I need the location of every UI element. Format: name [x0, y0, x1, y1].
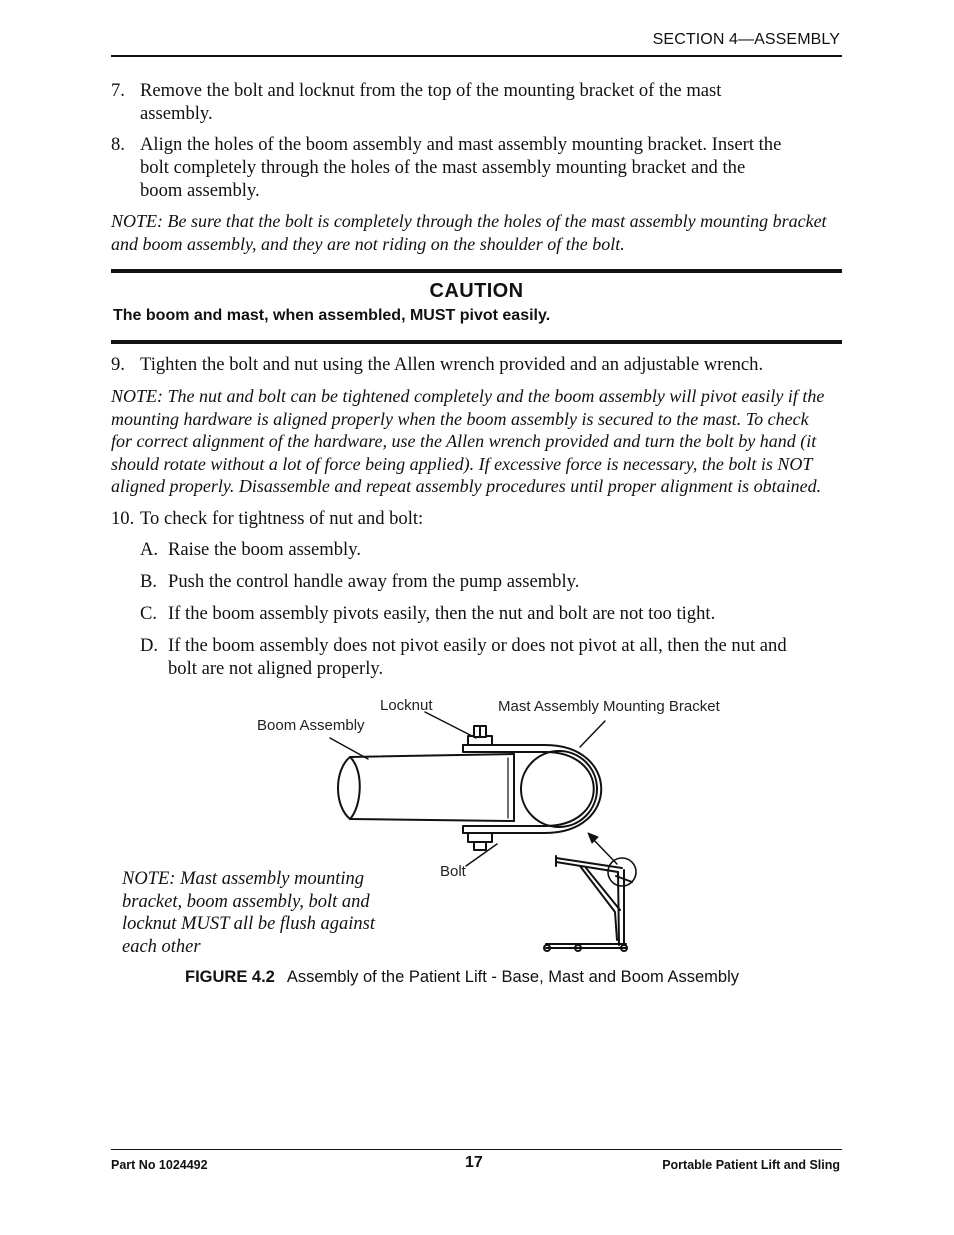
substep-letter: A. — [140, 539, 159, 560]
step-text: To check for tightness of nut and bolt: — [140, 508, 424, 529]
substep-text: If the boom assembly pivots easily, then the nut and bolt are not too tight. — [168, 603, 716, 624]
substep-letter: C. — [140, 603, 158, 624]
boom-tube — [338, 754, 514, 821]
label-locknut: Locknut — [380, 697, 433, 714]
boom-leader — [330, 738, 368, 759]
step-text: Align the holes of the boom assembly and mast assembly mounting bracket. Insert the bolt completely through the holes of the mast assembly mounting bracket and the boom assembly. — [140, 134, 782, 201]
bolt-hardware — [468, 833, 492, 850]
figure-caption — [185, 968, 739, 987]
label-bolt: Bolt — [440, 863, 466, 880]
step-number: 9. — [111, 354, 125, 375]
figure-note: NOTE: Mast assembly mounting bracket, boom assembly, bolt and locknut MUST all be flush against each other — [122, 869, 376, 957]
step-number: 7. — [111, 80, 125, 101]
section-header: SECTION 4—ASSEMBLY — [652, 31, 840, 48]
detail-arrowhead — [588, 833, 598, 843]
substep-text: Push the control handle away from the pump assembly. — [168, 571, 580, 592]
footer-part-number: Part No 1024492 — [111, 1158, 208, 1172]
substep-text: If the boom assembly does not pivot easily or does not pivot at all, then the nut and bolt are not aligned properly. — [168, 635, 787, 679]
label-mounting-bracket: Mast Assembly Mounting Bracket — [498, 698, 720, 715]
page-number: 17 — [465, 1154, 483, 1171]
bracket-leader — [580, 721, 605, 747]
step-text: Tighten the bolt and nut using the Allen wrench provided and an adjustable wrench. — [140, 354, 764, 375]
caution-title: CAUTION — [429, 280, 524, 302]
substep-text: Raise the boom assembly. — [168, 539, 361, 560]
figure-number: FIGURE 4.2 — [185, 968, 275, 986]
step-number: 8. — [111, 134, 125, 155]
locknut-leader — [425, 712, 476, 738]
small-lift-sketch — [544, 856, 636, 951]
substep-letter: D. — [140, 635, 159, 656]
note-bolt-through: NOTE: Be sure that the bolt is completely through the holes of the mast assembly mounting bracket and boom assembly, and they are not riding on the shoulder of the bolt. — [111, 211, 827, 254]
note-alignment: NOTE: The nut and bolt can be tightened completely and the boom assembly will pivot easily if the mounting hardware is aligned properly when the boom assembly is secured to the mast. To check for correct alignment of the hardware, use the Allen wrench provided and turn the bolt by hand (it should rotate without a lot of force being applied). If excessive force is necessary, the bolt is NOT aligned properly. Disassemble and repeat assembly procedures until proper alignment is obtained. — [111, 386, 825, 496]
label-boom-assembly: Boom Assembly — [257, 717, 365, 734]
step-text: Remove the bolt and locknut from the top of the mounting bracket of the mast assembly. — [140, 80, 722, 124]
step-number: 10. — [111, 508, 135, 529]
footer-rule — [111, 1149, 842, 1150]
caution-body: The boom and mast, when assembled, MUST pivot easily. — [113, 307, 551, 324]
figure-title: Assembly of the Patient Lift - Base, Mast and Boom Assembly — [286, 968, 739, 986]
substep-letter: B. — [140, 571, 158, 592]
footer-title: Portable Patient Lift and Sling — [662, 1158, 840, 1172]
